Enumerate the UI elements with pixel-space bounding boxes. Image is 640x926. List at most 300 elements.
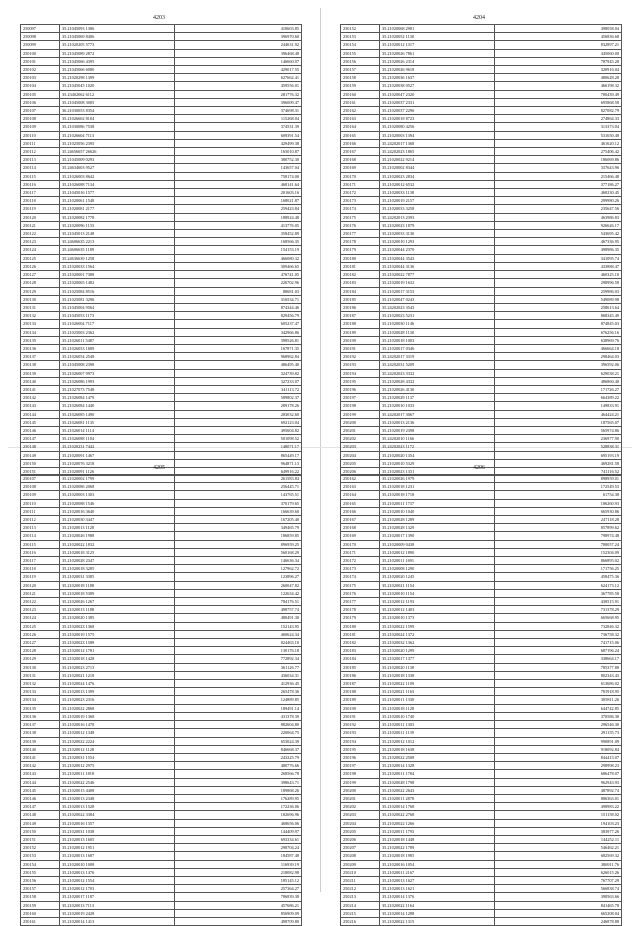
coordinate-cell: 35.21025084 8516 (60, 287, 175, 295)
value-cell: 874344.46 (175, 303, 302, 311)
table-row (341, 893, 622, 901)
value-cell: 194103.23 (495, 819, 622, 827)
row-id-cell: 250174 (341, 573, 380, 581)
row-id-cell: 250140 (21, 377, 60, 385)
coordinate-cell: 35.21020047 0243 (380, 295, 495, 303)
table-row (21, 213, 302, 221)
row-id-cell: 250108 (21, 115, 60, 123)
coordinate-cell: 35.21020013 1528 (60, 803, 175, 811)
coordinate-cell: 35.21020012 1193 (380, 598, 495, 606)
coordinate-cell: 35.21045008 2398 (60, 361, 175, 369)
table-row (21, 435, 302, 443)
row-id-cell: 250159 (341, 82, 380, 90)
table-row (341, 548, 622, 556)
value-cell: 480491.30 (175, 614, 302, 622)
table-row (21, 614, 302, 622)
table-row (341, 794, 622, 802)
table-row (341, 353, 622, 361)
value-cell: 785377.88 (495, 663, 622, 671)
data-table (340, 474, 622, 926)
row-id-cell: 250171 (341, 180, 380, 188)
value-cell: 61754.38 (495, 491, 622, 499)
value-cell: 127962.72 (175, 565, 302, 573)
value-cell: 171756.25 (495, 565, 622, 573)
value-cell: 787945.28 (495, 57, 622, 65)
value-cell: 265478.36 (175, 688, 302, 696)
value-cell: 495604.82 (175, 426, 302, 434)
value-cell: 605237.47 (175, 320, 302, 328)
table-row (341, 729, 622, 737)
table-row (21, 606, 302, 614)
value-cell: 781918.95 (495, 688, 622, 696)
value-cell: 396592.06 (495, 361, 622, 369)
row-id-cell: 250122 (21, 230, 60, 238)
row-id-cell: 250193 (341, 729, 380, 737)
table-row (21, 704, 302, 712)
row-id-cell: 250157 (21, 885, 60, 893)
row-id-cell: 250200 (341, 418, 380, 426)
value-cell: 918092.84 (495, 745, 622, 753)
coordinate-cell: 35.21020091 1467 (60, 451, 175, 459)
value-cell: 457686.21 (175, 901, 302, 909)
row-id-cell: 250118 (21, 565, 60, 573)
coordinate-cell: 35.21020012 2975 (60, 762, 175, 770)
value-cell: 188924.48 (175, 213, 302, 221)
coordinate-cell: 35.21020033 1564 (60, 262, 175, 270)
table-row (341, 770, 622, 778)
row-id-cell: 250177 (341, 230, 380, 238)
value-cell: 436034.31 (175, 671, 302, 679)
value-cell: 226702.96 (175, 279, 302, 287)
table-row (21, 262, 302, 270)
value-cell: 377186.27 (495, 180, 622, 188)
coordinate-cell: 35.21020091 1126 (60, 467, 175, 475)
coordinate-cell: 35.21045008 3005 (60, 98, 175, 106)
value-cell: 486860.40 (495, 377, 622, 385)
table-row (21, 589, 302, 597)
table-row (341, 598, 622, 606)
table-row (341, 426, 622, 434)
table-row (21, 483, 302, 491)
row-id-cell: 250161 (341, 98, 380, 106)
coordinate-cell: 35.21020013 4408 (60, 786, 175, 794)
row-id-cell: 250159 (21, 901, 60, 909)
row-id-cell: 250161 (21, 917, 60, 925)
row-id-cell: 250206 (341, 835, 380, 843)
value-cell: 560168.29 (175, 548, 302, 556)
row-id-cell: 250203 (341, 443, 380, 451)
table-row (21, 394, 302, 402)
row-id-cell: 250181 (341, 262, 380, 270)
value-cell: 289178.26 (175, 402, 302, 410)
coordinate-cell: 35.21020030 1146 (380, 320, 495, 328)
coordinate-cell: 35.21020016 1054 (380, 860, 495, 868)
block-title: 4206 (473, 465, 485, 471)
table-row (21, 189, 302, 197)
table-row (21, 598, 302, 606)
row-id-cell: 250114 (21, 532, 60, 540)
row-id-cell: 250180 (341, 622, 380, 630)
value-cell: 824463.10 (175, 639, 302, 647)
row-id-cell: 250123 (21, 238, 60, 246)
value-cell: 460624.34 (175, 630, 302, 638)
table-row (21, 524, 302, 532)
coordinate-cell: 35.21020018 1188 (60, 581, 175, 589)
row-id-cell: 250176 (341, 221, 380, 229)
table-row (21, 443, 302, 451)
row-id-cell: 250168 (341, 524, 380, 532)
table-row (21, 57, 302, 65)
table-row (341, 82, 622, 90)
value-cell: 146636.34 (175, 557, 302, 565)
value-cell: 498986.35 (495, 246, 622, 254)
table-row (21, 548, 302, 556)
row-id-cell: 250141 (21, 385, 60, 393)
coordinate-cell: 35.21020020 1299 (380, 647, 495, 655)
coordinate-cell: 35.21020028 2347 (60, 557, 175, 565)
row-id-cell: 250205 (341, 827, 380, 835)
row-id-cell: 250204 (341, 451, 380, 459)
table-row (21, 721, 302, 729)
value-cell: 274864.33 (495, 115, 622, 123)
row-id-cell: 250187 (341, 680, 380, 688)
row-id-cell: 250182 (341, 271, 380, 279)
table-row (21, 402, 302, 410)
value-cell: 549089.98 (495, 295, 622, 303)
row-id-cell: 250173 (341, 197, 380, 205)
coordinate-cell: 35.21020044 2370 (380, 246, 495, 254)
row-id-cell: 250194 (341, 737, 380, 745)
row-id-cell: 250166 (341, 507, 380, 515)
coordinate-cell: 35.21020010 1740 (380, 712, 495, 720)
coordinate-cell: 35.21045066 6080 (60, 66, 175, 74)
value-cell: 644742.85 (495, 704, 622, 712)
value-cell: 370179.65 (175, 499, 302, 507)
row-id-cell: 250103 (21, 74, 60, 82)
coordinate-cell: 35.21020011 1784 (380, 770, 495, 778)
row-id-cell: 250137 (21, 353, 60, 361)
value-cell: 445060.00 (495, 49, 622, 57)
value-cell: 463986.83 (495, 213, 622, 221)
value-cell: 258613.64 (495, 303, 622, 311)
row-id-cell: 250134 (21, 328, 60, 336)
coordinate-cell: 35.21020009 0438 (380, 540, 495, 548)
block-title: 4205 (153, 465, 165, 471)
coordinate-cell: 35.21020031 3385 (60, 573, 175, 581)
coordinate-cell: 35.21020010 1154 (380, 589, 495, 597)
coordinate-cell: 35.21020013 1627 (380, 876, 495, 884)
coordinate-cell: 35.21026084 1479 (60, 394, 175, 402)
value-cell: 480776.66 (175, 762, 302, 770)
coordinate-cell: 35.23402062 6112 (60, 90, 175, 98)
value-cell: 130176.18 (175, 647, 302, 655)
value-cell: 882604.80 (175, 721, 302, 729)
table-row (21, 475, 302, 483)
table-row (341, 524, 622, 532)
value-cell: 398526.81 (175, 336, 302, 344)
value-cell: 431378.39 (175, 712, 302, 720)
table-row (341, 205, 622, 213)
table-block-4205 (20, 462, 298, 926)
coordinate-cell: 35.21020037 2331 (380, 98, 495, 106)
value-cell: 396468.48 (175, 49, 302, 57)
row-id-cell: 250194 (341, 369, 380, 377)
value-cell: 464424.21 (495, 410, 622, 418)
row-id-cell: 250109 (21, 123, 60, 131)
value-cell: 123896.27 (175, 573, 302, 581)
row-id-cell: 250185 (341, 295, 380, 303)
value-cell: 638969.76 (495, 336, 622, 344)
value-cell: 418603.85 (175, 25, 302, 33)
row-id-cell: 250104 (21, 82, 60, 90)
row-id-cell: 250102 (21, 66, 60, 74)
row-id-cell: 250123 (21, 606, 60, 614)
coordinate-cell: 35.21020080 4256 (380, 123, 495, 131)
coordinate-cell: 35.21020013 7113 (60, 901, 175, 909)
value-cell: 865449.17 (175, 451, 302, 459)
value-cell: 857899.62 (495, 524, 622, 532)
coordinate-cell: 35.21020019 1368 (60, 712, 175, 720)
row-id-cell: 250197 (341, 762, 380, 770)
value-cell: 172549.53 (495, 483, 622, 491)
table-row (21, 819, 302, 827)
coordinate-cell: 35.21020011 2167 (380, 868, 495, 876)
table-row (341, 115, 622, 123)
coordinate-cell: 35.21020021 1154 (380, 581, 495, 589)
value-cell: 298464.03 (495, 353, 622, 361)
row-id-cell: 250188 (341, 320, 380, 328)
row-id-cell: 250209 (341, 860, 380, 868)
column-divider (320, 8, 321, 892)
value-cell: 396009.47 (175, 98, 302, 106)
row-id-cell: 250130 (21, 295, 60, 303)
value-cell: 413776.05 (175, 221, 302, 229)
row-id-cell: 250135 (21, 704, 60, 712)
coordinate-cell: 35.21020029 1137 (380, 394, 495, 402)
coordinate-cell: 35.21026081 1135 (60, 418, 175, 426)
coordinate-cell: 35.21026003 8642 (60, 172, 175, 180)
coordinate-cell: 35.21020011 1139 (380, 729, 495, 737)
row-id-cell: 250152 (21, 844, 60, 852)
value-cell: 649916.22 (175, 467, 302, 475)
coordinate-cell: 35.21020012 1951 (60, 844, 175, 852)
value-cell: 736758.32 (495, 630, 622, 638)
coordinate-cell: 35.24636639 1258 (60, 254, 175, 262)
row-id-cell: 250178 (341, 606, 380, 614)
value-cell: 171726.27 (495, 385, 622, 393)
table-row (341, 901, 622, 909)
row-id-cell: 250124 (21, 614, 60, 622)
coordinate-cell: 35.21020023 5231 (380, 312, 495, 320)
row-id-cell: 250204 (341, 819, 380, 827)
table-row (21, 180, 302, 188)
value-cell: 398643.71 (175, 778, 302, 786)
coordinate-cell: 35.21020026 4130 (380, 385, 495, 393)
coordinate-cell: 35.21020017 1187 (60, 893, 175, 901)
table-row (21, 622, 302, 630)
row-id-cell: 250196 (341, 385, 380, 393)
table-row (341, 786, 622, 794)
coordinate-cell: 35.21020022 1832 (60, 540, 175, 548)
table-row (341, 581, 622, 589)
table-row (21, 860, 302, 868)
table-row (21, 491, 302, 499)
row-id-cell: 250143 (21, 402, 60, 410)
row-id-cell: 250183 (341, 647, 380, 655)
table-row (341, 418, 622, 426)
coordinate-cell: 35.21025003 2362 (60, 328, 175, 336)
table-row (341, 213, 622, 221)
row-id-cell: 250184 (341, 655, 380, 663)
coordinate-cell: 35.21020047 2320 (380, 90, 495, 98)
coordinate-cell: 35.21020017 0346 (380, 344, 495, 352)
table-row (21, 221, 302, 229)
row-id-cell: 250202 (341, 803, 380, 811)
table-row (341, 852, 622, 860)
value-cell: 468141.64 (175, 180, 302, 188)
table-row (21, 303, 302, 311)
data-table (20, 474, 302, 926)
table-row (21, 410, 302, 418)
row-id-cell: 250139 (21, 737, 60, 745)
table-row (21, 312, 302, 320)
coordinate-cell: 35.21020020 1245 (380, 573, 495, 581)
coordinate-cell: 35.21020020 1354 (380, 451, 495, 459)
table-row (21, 123, 302, 131)
row-id-cell: 250125 (21, 254, 60, 262)
row-id-cell: 250129 (21, 287, 60, 295)
row-id-cell: 250153 (341, 33, 380, 41)
coordinate-cell: 35.21026085 1490 (60, 410, 175, 418)
coordinate-cell: 35.21020065 1482 (60, 279, 175, 287)
table-row (21, 74, 302, 82)
value-cell: 686478.07 (495, 770, 622, 778)
value-cell: 182696.96 (175, 811, 302, 819)
table-row (21, 811, 302, 819)
value-cell: 244631.92 (175, 41, 302, 49)
value-cell: 962943.93 (495, 778, 622, 786)
table-row (341, 385, 622, 393)
value-cell: 172236.06 (175, 803, 302, 811)
row-id-cell: 250170 (341, 540, 380, 548)
row-id-cell: 250100 (21, 49, 60, 57)
value-cell: 320916.04 (495, 66, 622, 74)
coordinate-cell: 35.24202017 3319 (380, 353, 495, 361)
coordinate-cell: 35.21020017 3153 (380, 287, 495, 295)
value-cell: 664389.22 (495, 394, 622, 402)
table-row (341, 819, 622, 827)
value-cell: 990891.09 (495, 737, 622, 745)
row-id-cell: 250183 (341, 279, 380, 287)
table-row (341, 917, 622, 925)
value-cell: 324739.82 (175, 369, 302, 377)
table-row (21, 753, 302, 761)
table-row (21, 33, 302, 41)
coordinate-cell: 35.21020036 1637 (380, 74, 495, 82)
table-row (21, 565, 302, 573)
table-row (341, 344, 622, 352)
value-cell: 342966.86 (175, 328, 302, 336)
row-id-cell: 250200 (341, 786, 380, 794)
value-cell: 337643.96 (495, 164, 622, 172)
coordinate-cell: 35.24202023 3332 (380, 369, 495, 377)
value-cell: 189491.14 (175, 704, 302, 712)
table-row (341, 107, 622, 115)
coordinate-cell: 35.24202023 1865 (380, 148, 495, 156)
row-id-cell: 250162 (341, 107, 380, 115)
coordinate-cell: 35.21020086 2068 (60, 483, 175, 491)
table-row (21, 426, 302, 434)
coordinate-cell: 35.21020031 1554 (60, 753, 175, 761)
coordinate-cell: 35.21020018 5389 (60, 589, 175, 597)
value-cell: 741715.06 (495, 639, 622, 647)
table-row (21, 197, 302, 205)
row-id-cell: 250190 (341, 336, 380, 344)
coordinate-cell: 35.21020019 2398 (380, 426, 495, 434)
coordinate-cell: 35.21045009 0293 (60, 156, 175, 164)
coordinate-cell: 35.21020003 1303 (60, 491, 175, 499)
value-cell: 220064.75 (175, 729, 302, 737)
coordinate-cell: 35.21020013 2348 (60, 794, 175, 802)
table-row (341, 369, 622, 377)
value-cell: 841465.78 (495, 901, 622, 909)
coordinate-cell: 35.21020011 1737 (380, 499, 495, 507)
table-row (21, 353, 302, 361)
coordinate-cell: 35.21026011 5487 (60, 336, 175, 344)
table-row (21, 540, 302, 548)
value-cell: 846668.37 (175, 745, 302, 753)
value-cell: 148071.17 (175, 443, 302, 451)
coordinate-cell: 35.24202023 3543 (380, 303, 495, 311)
row-id-cell: 250193 (341, 361, 380, 369)
value-cell: 370586.38 (495, 712, 622, 720)
value-cell: 433888.47 (495, 262, 622, 270)
table-row (21, 794, 302, 802)
row-id-cell: 250132 (21, 312, 60, 320)
table-row (21, 90, 302, 98)
value-cell: 187565.07 (495, 418, 622, 426)
value-cell: 361126.77 (175, 663, 302, 671)
row-id-cell: 250202 (341, 435, 380, 443)
value-cell: 398563.66 (495, 893, 622, 901)
row-id-cell: 250167 (341, 516, 380, 524)
table-row (341, 230, 622, 238)
value-cell: 186069.86 (495, 156, 622, 164)
row-id-cell: 250154 (341, 41, 380, 49)
row-id-cell: 250175 (341, 213, 380, 221)
row-id-cell: 250121 (21, 589, 60, 597)
value-cell: 88681.03 (175, 287, 302, 295)
table-row (21, 876, 302, 884)
coordinate-cell: 35.21020013 1687 (60, 852, 175, 860)
value-cell: 653024.39 (175, 737, 302, 745)
coordinate-cell: 35.21020010 5329 (380, 459, 495, 467)
value-cell: 185145.12 (175, 876, 302, 884)
value-cell: 458475.36 (495, 573, 622, 581)
value-cell: 829456.79 (175, 312, 302, 320)
value-cell: 695193.19 (495, 451, 622, 459)
coordinate-cell: 35.21020018 3125 (60, 548, 175, 556)
table-row (341, 410, 622, 418)
table-row (21, 663, 302, 671)
row-id-cell: 250199 (341, 410, 380, 418)
coordinate-cell: 35.21020023 2834 (380, 172, 495, 180)
table-row (341, 844, 622, 852)
value-cell: 298704.24 (175, 844, 302, 852)
table-row (21, 205, 302, 213)
data-table (20, 24, 302, 476)
row-id-cell: 250133 (21, 688, 60, 696)
